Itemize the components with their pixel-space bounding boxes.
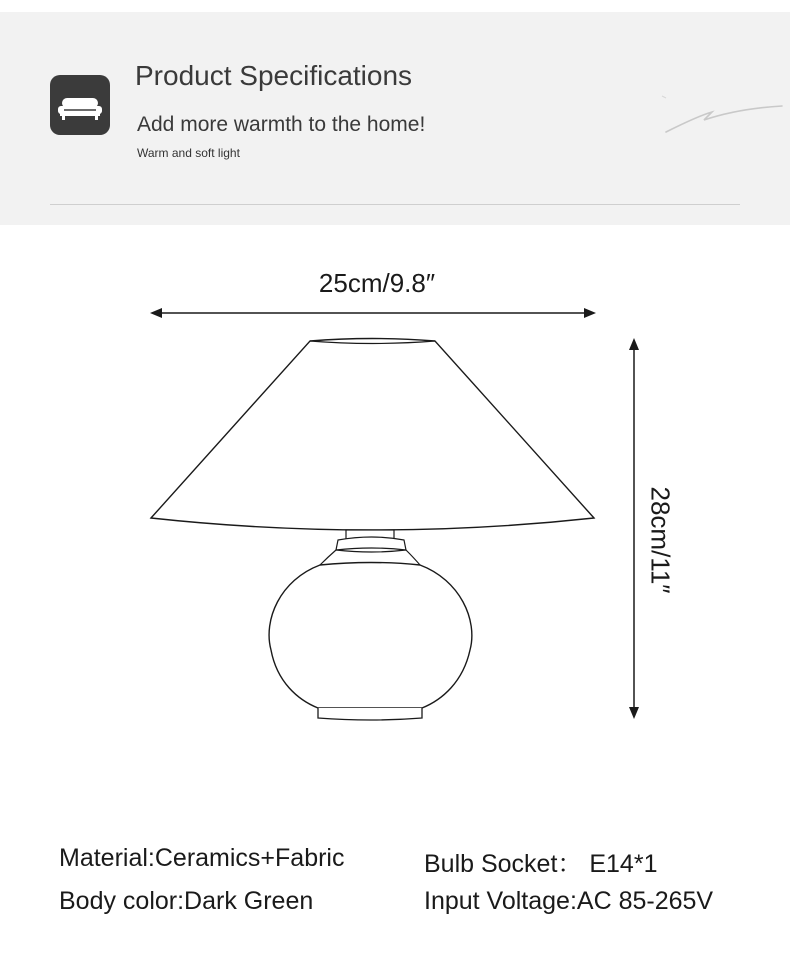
height-arrow (629, 338, 639, 719)
swoosh-decoration (660, 94, 785, 144)
lamp-shade (151, 339, 594, 531)
sofa-icon (50, 75, 110, 147)
page-tagline: Warm and soft light (137, 146, 240, 160)
spec-body-color: Body color:Dark Green (59, 887, 314, 915)
header-banner (0, 12, 790, 225)
spec-input-voltage: Input Voltage:AC 85-265V (424, 887, 714, 915)
header-divider (50, 204, 740, 205)
spec-material: Material:Ceramics+Fabric (59, 844, 345, 872)
page-subtitle: Add more warmth to the home! (137, 113, 426, 136)
width-dimension-label: 25cm/9.8″ (318, 268, 436, 298)
page-title: Product Specifications (135, 60, 413, 91)
lamp-body (269, 563, 472, 721)
height-dimension-label: 28cm/11″ (645, 486, 676, 594)
spec-bulb-socket: Bulb Socket： E14*1 (424, 850, 658, 878)
width-arrow (150, 308, 596, 318)
